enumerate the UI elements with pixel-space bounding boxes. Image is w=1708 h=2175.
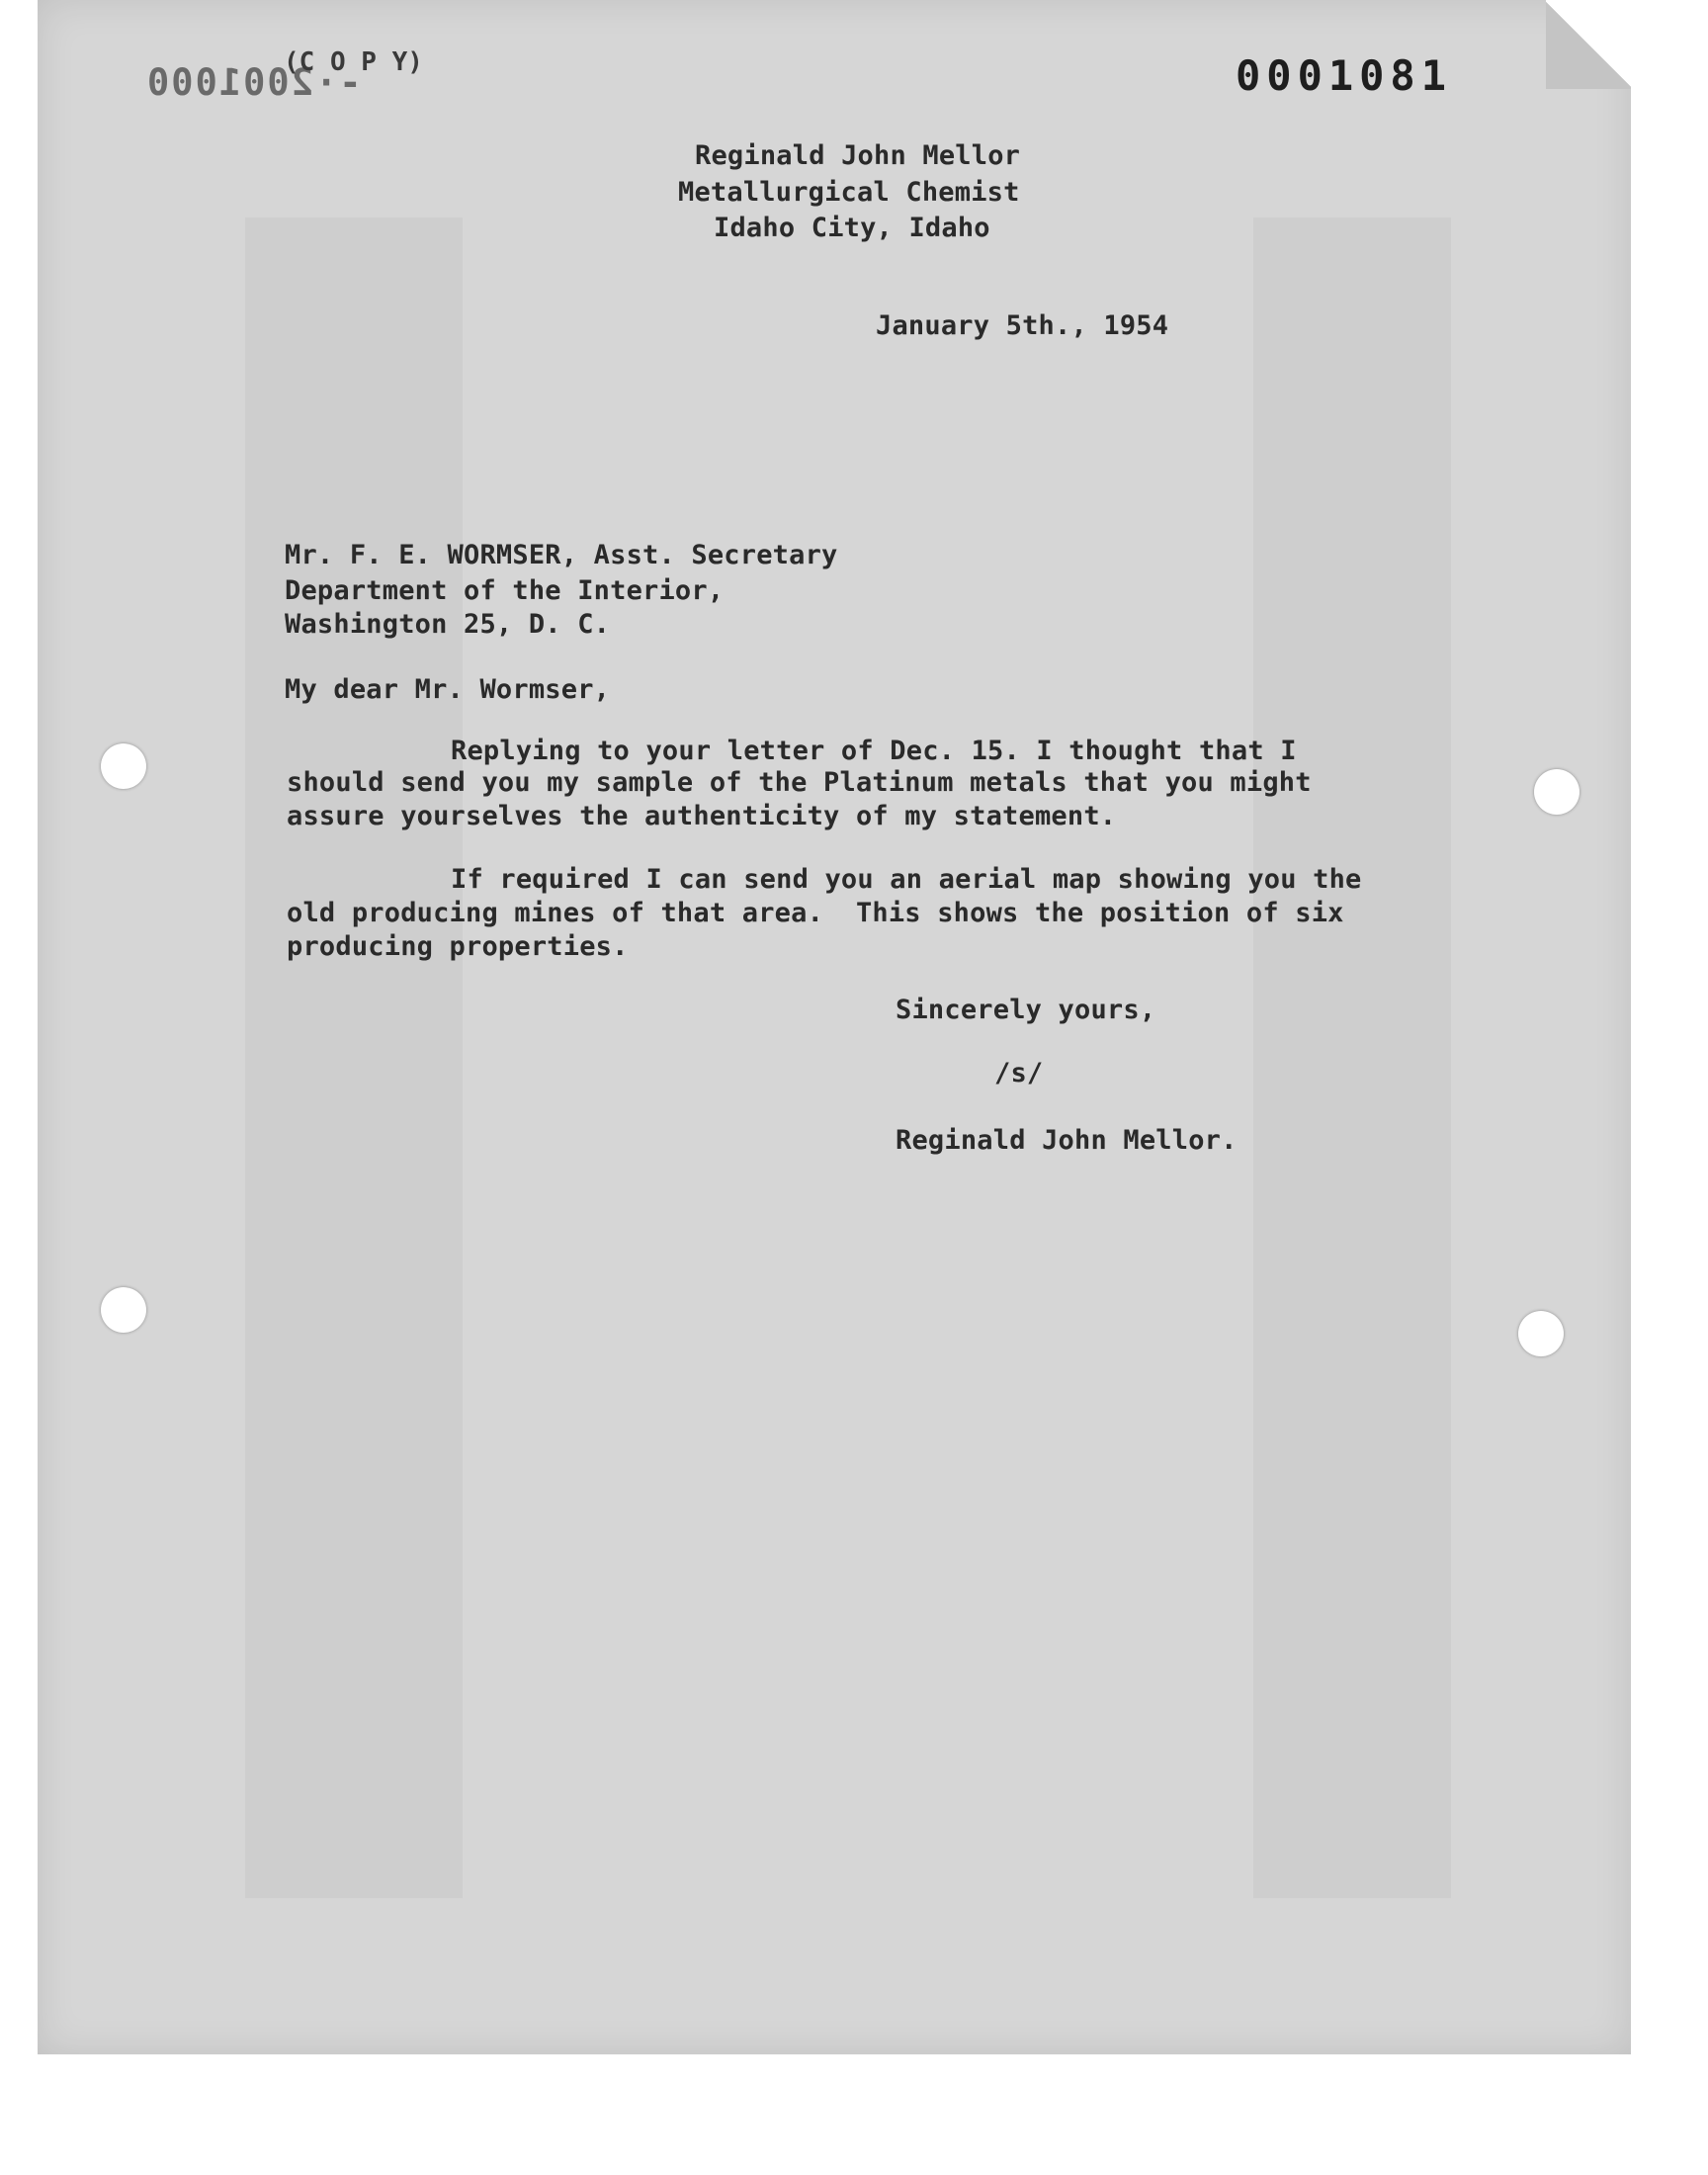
punch-hole-right-top <box>1534 769 1580 815</box>
punch-hole-right-bottom <box>1518 1311 1564 1356</box>
salutation: My dear Mr. Wormser, <box>285 674 611 705</box>
paragraph-1-line-3: assure yourselves the authenticity of my statement. <box>287 801 1117 831</box>
show-through-band-left <box>245 218 463 1898</box>
recipient-line-1: Mr. F. E. WORMSER, Asst. Secretary <box>285 540 838 570</box>
letterhead-location: Idaho City, Idaho <box>714 213 990 243</box>
recipient-line-3: Washington 25, D. C. <box>285 609 611 640</box>
signature-mark: /s/ <box>994 1058 1044 1088</box>
valediction: Sincerely yours, <box>896 995 1156 1025</box>
paragraph-2-line-1: If required I can send you an aerial map showing you the <box>451 864 1362 895</box>
paragraph-1-line-2: should send you my sample of the Platinum metals that you might <box>287 767 1312 798</box>
folded-corner <box>1546 0 1631 89</box>
paragraph-2-line-2: old producing mines of that area. This shows the position of six <box>287 898 1344 928</box>
letter-date: January 5th., 1954 <box>876 310 1169 341</box>
recipient-line-2: Department of the Interior, <box>285 575 725 606</box>
signer-name: Reginald John Mellor. <box>896 1125 1238 1156</box>
paragraph-2-line-3: producing properties. <box>287 931 629 962</box>
paragraph-1-line-1: Replying to your letter of Dec. 15. I thought that I <box>451 736 1297 766</box>
copy-mark: (C O P Y) <box>284 47 423 77</box>
punch-hole-left-bottom <box>101 1287 146 1333</box>
letterhead-name: Reginald John Mellor <box>695 140 1021 171</box>
show-through-band-right <box>1253 218 1451 1898</box>
letterhead-title: Metallurgical Chemist <box>678 177 1020 208</box>
document-number: 0001081 <box>1236 51 1453 100</box>
letter-sheet <box>38 0 1631 2054</box>
punch-hole-left-top <box>101 743 146 789</box>
mirrored-stamp-number: -·2001000 <box>145 61 362 104</box>
